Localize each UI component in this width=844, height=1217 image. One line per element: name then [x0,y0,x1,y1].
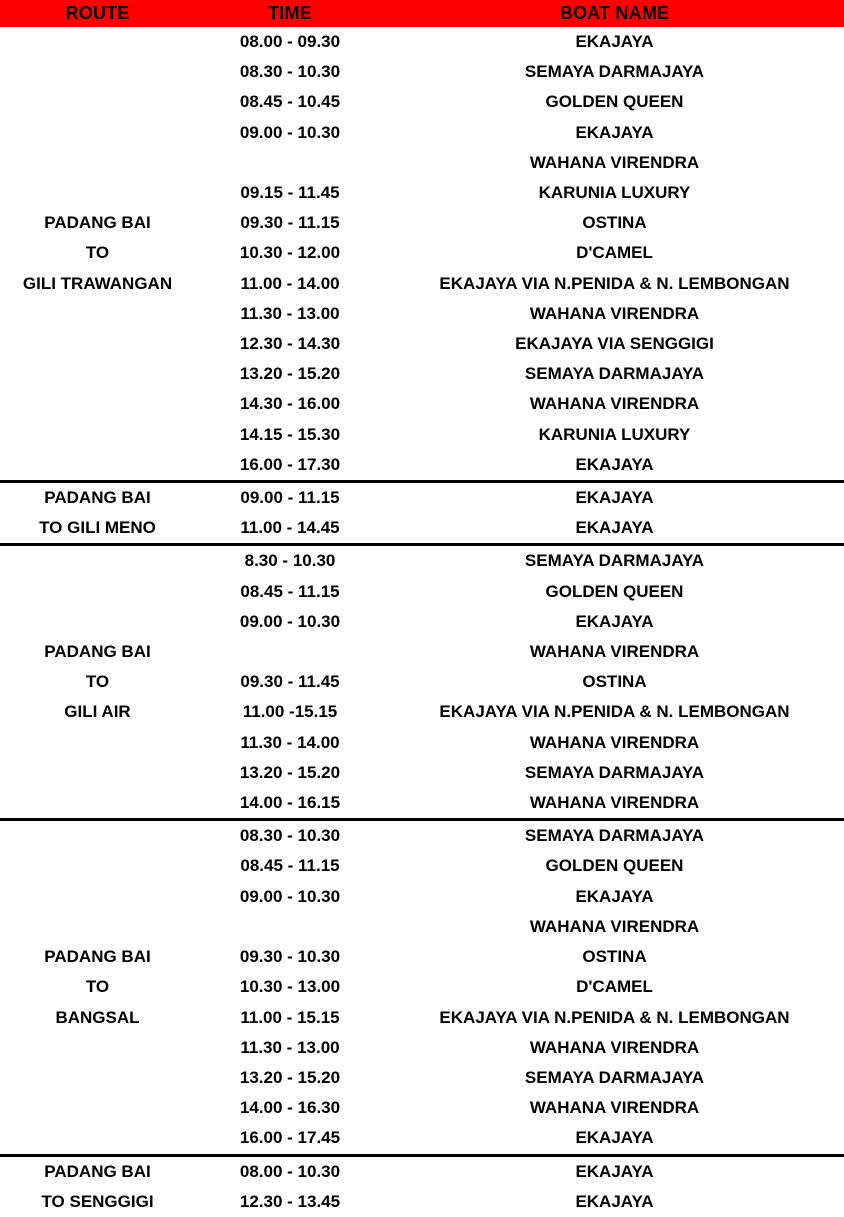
departure-time-cell: 08.45 - 11.15 [240,581,340,601]
departure-time-cell: 11.00 - 14.00 [240,273,340,293]
boat-name-cell: GOLDEN QUEEN [545,581,684,601]
departure-time-cell: 08.00 - 10.30 [195,1155,385,1187]
boat-name-cell: WAHANA VIRENDRA [529,152,700,172]
table-row [0,1123,844,1155]
departure-time-cell: 11.00 - 15.15 [240,1007,340,1027]
departure-time-cell: 08.30 - 10.30 [239,62,341,82]
departure-time-cell [195,148,385,178]
table-row [0,359,844,389]
boat-name-cell: WAHANA VIRENDRA [529,732,700,752]
boat-name-cell: KARUNIA LUXURY [538,183,691,203]
table-row [0,269,844,299]
route-cell-empty [0,1123,195,1155]
route-cell-empty [0,118,195,148]
boat-name-cell: D'CAMEL [576,243,653,263]
departure-time-cell: 14.00 - 16.30 [239,1098,341,1118]
route-label-line: PADANG BAI [0,482,195,514]
table-row [0,27,844,57]
table-row [0,697,844,727]
departure-time-cell: 16.00 - 17.30 [239,454,341,474]
boat-name-cell: WAHANA VIRENDRA [529,394,700,414]
table-row [0,728,844,758]
boat-name-cell: EKAJAYA [575,518,654,538]
table-row [0,482,844,514]
departure-time-cell: 08.45 - 10.45 [239,92,341,112]
departure-time-cell: 13.20 - 15.20 [239,1067,341,1087]
route-label-line: TO [85,977,110,997]
table-row [0,513,844,545]
departure-time-cell: 14.00 - 16.15 [239,793,341,813]
header-row [0,0,844,27]
boat-name-cell: EKAJAYA [575,122,654,142]
departure-time-cell: 12.30 - 14.30 [239,334,341,354]
route-cell-empty [0,1063,195,1093]
departure-time-cell: 09.00 - 10.30 [239,886,341,906]
departure-time-cell: 09.00 - 10.30 [239,611,341,631]
departure-time-cell: 11.30 - 13.00 [240,303,340,323]
table-row [0,1063,844,1093]
departure-time-cell: 11.00 -15.15 [242,702,338,722]
table-row [0,208,844,238]
table-row [0,637,844,667]
departure-time-cell: 13.20 - 15.20 [239,364,341,384]
boat-name-cell: OSTINA [582,947,647,967]
route-cell-empty [0,359,195,389]
boat-name-cell: SEMAYA DARMAJAYA [524,364,705,384]
departure-time-cell: 08.00 - 09.30 [239,32,341,51]
table-row [0,882,844,912]
boat-name-cell: EKAJAYA [575,1128,654,1148]
table-row [0,577,844,607]
table-row [0,972,844,1002]
route-cell-empty [0,299,195,329]
table-row [0,329,844,359]
route-label-line: TO GILI MENO [39,518,156,538]
boat-name-cell: EKAJAYA [575,886,654,906]
table-row [0,942,844,972]
departure-time-cell: 10.30 - 12.00 [239,243,341,263]
boat-name-cell: SEMAYA DARMAJAYA [385,820,844,852]
departure-time-cell: 08.45 - 11.15 [240,856,340,876]
boat-name-cell: GOLDEN QUEEN [545,856,684,876]
boat-name-cell: KARUNIA LUXURY [538,424,691,444]
route-cell-empty [0,545,195,577]
boat-name-cell: SEMAYA DARMAJAYA [385,545,844,577]
route-label-line: TO [85,243,110,263]
route-cell-empty [0,851,195,881]
table-row [0,667,844,697]
table-row [0,299,844,329]
table-row [0,87,844,117]
route-cell-empty [0,87,195,117]
route-cell-empty [0,27,195,57]
route-label-line: PADANG BAI [44,213,151,233]
table-row [0,178,844,208]
column-header-boat-name: BOAT NAME [385,0,844,27]
route-cell-empty [0,607,195,637]
route-cell-empty [0,178,195,208]
boat-name-cell: EKAJAYA VIA N.PENIDA & N. LEMBONGAN [439,273,790,293]
departure-time-cell: 14.15 - 15.30 [239,424,341,444]
table-body [0,27,844,1217]
route-cell-empty [0,577,195,607]
table-row [0,1033,844,1063]
boat-name-cell: WAHANA VIRENDRA [529,1098,700,1118]
boat-name-cell: EKAJAYA [575,454,654,474]
route-cell-empty [0,728,195,758]
table-row [0,851,844,881]
boat-name-cell: WAHANA VIRENDRA [529,642,700,662]
route-cell-empty [0,329,195,359]
boat-name-cell: EKAJAYA VIA N.PENIDA & N. LEMBONGAN [439,1007,790,1027]
route-cell-empty [0,758,195,788]
column-header-route: ROUTE [0,0,195,27]
departure-time-cell: 11.30 - 13.00 [240,1037,340,1057]
departure-time-cell: 14.30 - 16.00 [239,394,341,414]
departure-time-cell: 11.30 - 14.00 [240,732,340,752]
departure-time-cell: 8.30 - 10.30 [195,545,385,577]
departure-time-cell: 09.30 - 11.45 [240,672,340,692]
departure-time-cell [195,912,385,942]
boat-name-cell: D'CAMEL [576,977,653,997]
departure-time-cell: 11.00 - 14.45 [240,518,340,538]
table-row [0,607,844,637]
departure-time-cell: 09.15 - 11.45 [240,183,340,203]
route-cell-empty [0,389,195,419]
boat-name-cell: SEMAYA DARMAJAYA [524,762,705,782]
departure-time-cell: 09.00 - 11.15 [195,482,385,514]
departure-time-cell: 16.00 - 17.45 [239,1128,341,1148]
departure-time-cell: 12.30 - 13.45 [239,1191,341,1211]
route-label-line: GILI TRAWANGAN [22,273,173,293]
route-label-line: PADANG BAI [0,1155,195,1187]
boat-name-cell: WAHANA VIRENDRA [529,303,700,323]
table-row [0,788,844,820]
route-label-line: PADANG BAI [44,642,151,662]
boat-name-cell: SEMAYA DARMAJAYA [524,62,705,82]
table-row [0,1155,844,1187]
boat-name-cell: EKAJAYA [575,611,654,631]
table-row [0,545,844,577]
departure-time-cell: 09.30 - 11.15 [240,213,340,233]
route-label-line: TO [85,672,110,692]
boat-name-cell: EKAJAYA VIA SENGGIGI [515,334,714,354]
route-cell-empty [0,788,195,820]
route-cell-empty [0,1093,195,1123]
boat-name-cell: SEMAYA DARMAJAYA [524,1067,705,1087]
column-header-time: TIME [195,0,385,27]
boat-name-cell: EKAJAYA [385,1155,844,1187]
route-cell-empty [0,148,195,178]
table-row [0,1187,844,1217]
boat-name-cell: EKAJAYA [575,1191,654,1211]
boat-name-cell: OSTINA [582,213,647,233]
table-header [0,0,844,27]
boat-name-cell: EKAJAYA [575,32,654,51]
boat-name-cell: WAHANA VIRENDRA [529,916,700,936]
table-row [0,758,844,788]
table-row [0,1003,844,1033]
departure-time-cell: 13.20 - 15.20 [239,762,341,782]
route-label-line: BANGSAL [55,1007,140,1027]
route-label-line: GILI AIR [64,702,131,722]
departure-time-cell: 08.30 - 10.30 [195,820,385,852]
route-label-line: PADANG BAI [44,947,151,967]
departure-time-cell: 09.30 - 10.30 [239,947,341,967]
table-row [0,820,844,852]
route-cell-empty [0,450,195,482]
route-label-line: TO SENGGIGI [41,1191,154,1211]
route-cell-empty [0,912,195,942]
boat-name-cell: OSTINA [582,672,647,692]
boat-name-cell: EKAJAYA VIA N.PENIDA & N. LEMBONGAN [439,702,790,722]
route-cell-empty [0,820,195,852]
boat-name-cell: GOLDEN QUEEN [545,92,684,112]
route-cell-empty [0,57,195,87]
table-row [0,148,844,178]
table-row [0,389,844,419]
table-row [0,1093,844,1123]
route-cell-empty [0,420,195,450]
table-row [0,912,844,942]
table-row [0,450,844,482]
boat-name-cell: EKAJAYA [385,482,844,514]
departure-time-cell: 10.30 - 13.00 [239,977,341,997]
departure-time-cell [195,637,385,667]
table-row [0,238,844,268]
table-row [0,420,844,450]
route-cell-empty [0,1033,195,1063]
route-cell-empty [0,882,195,912]
boat-name-cell: WAHANA VIRENDRA [529,1037,700,1057]
boat-name-cell: WAHANA VIRENDRA [529,793,700,813]
table-row [0,118,844,148]
departure-time-cell: 09.00 - 10.30 [239,122,341,142]
table-row [0,57,844,87]
